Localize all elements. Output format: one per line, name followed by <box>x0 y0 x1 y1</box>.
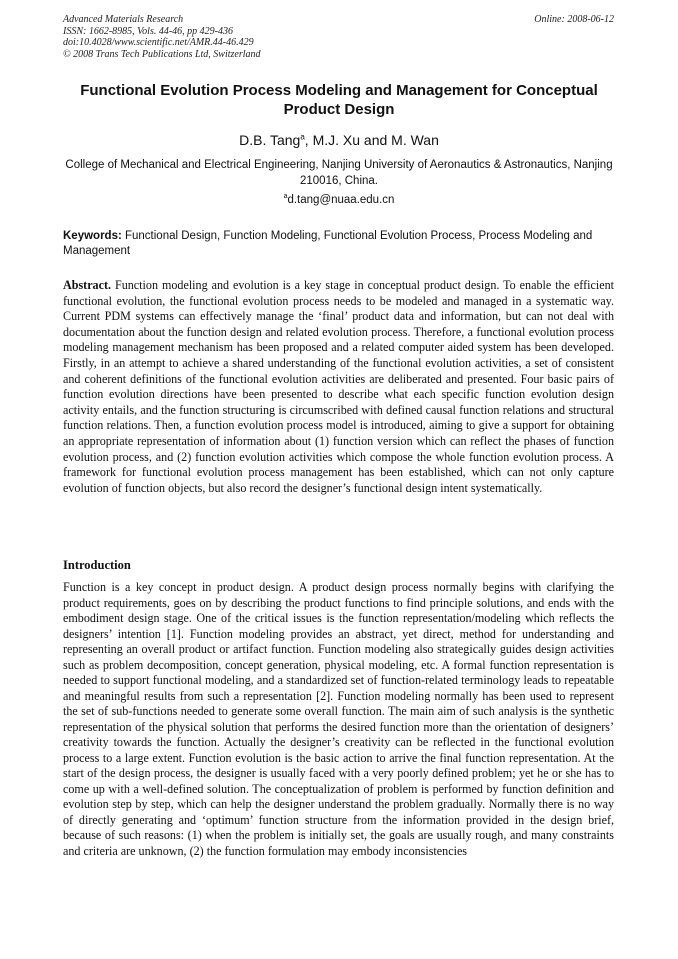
keywords-label: Keywords: <box>63 230 122 242</box>
section-heading-introduction: Introduction <box>63 558 131 572</box>
journal-doi: doi:10.4028/www.scientific.net/AMR.44-46.429 <box>63 37 254 48</box>
keywords <box>63 229 614 259</box>
email-address[interactable]: d.tang@nuaa.edu.cn <box>287 194 395 206</box>
journal-issn: ISSN: 1662-8985, Vols. 44-46, pp 429-436 <box>63 25 233 37</box>
keywords-text: Functional Design, Function Modeling, Functional Evolution Process, Process Modeling and Management <box>63 230 593 257</box>
journal-copyright: © 2008 Trans Tech Publications Ltd, Switzerland <box>63 48 261 60</box>
email-line <box>60 193 618 207</box>
author-affil-mark: a <box>300 132 305 142</box>
abstract-text: Function modeling and evolution is a key stage in conceptual product design. To enable the efficient functional evolution, the functional evolution process needs to be modeled and managed in a systematic way. Current PDM systems can effectively manage the ‘final’ product data and information, but can not deal with documentation about the function design and related evolution process. Therefore, a functional evolution process modeling management mechanism has been proposed and a related computer aided system has been developed. Firstly, in an attempt to achieve a shared understanding of the functional evolution activities, a set of consistent and coherent definitions of the functional evolution activities are deliberated and presented. Four basic pairs of function evolution directions have been presented to describe what each specific function evolution design activity entails, and the function structuring is circumscribed with defined causal function relations and structural function relations. Then, a function evolution process model is introduced, aiming to give a support for obtaining an appropriate representation of information about (1) function version which can reflect the phases of function evolution process, and (2) function evolution activities which compose the whole function evolution process. A framework for functional evolution process management has been established, which can not only capture evolution of function objects, but also record the designer’s functional design intent systematically. <box>63 278 614 495</box>
online-date: Online: 2008-06-12 <box>534 14 614 25</box>
paper-title: Functional Evolution Process Modeling and Management for Conceptual Product Design <box>80 82 598 118</box>
introduction-paragraph: Function is a key concept in product design. A product design process normally begins with clarifying the product requirements, goes on by describing the product functions to find principle solutions, and ends with the embodiment design stage. One of the critical issues is the function representation/modeling which reflects the designers’ intention [1]. Function modeling provides an abstract, yet direct, method for understanding and representing an overall product or artifact function. Function modeling also strategically guides design activities such as problem decomposition, concept generation, physical modeling, etc. A formal function representation is needed to support functional modeling, and a standardized set of function-related terminology leads to repeatable and meaningful results from such a representation [2]. Function modeling normally has been used to represent the set of sub-functions needed to generate some overall function. The main aim of such analysis is the synthetic representation of the physical solution that performs the desired function more than the orientation of designers’ creativity towards the function. Actually the designer’s creativity can be reflected in the functional evolution process to a large extent. Function evolution is the basic action to arrive the final function representation. At the start of the design process, the designer is usually faced with a very poorly defined problem; yet he or she has to come up with a well-defined solution. The conceptualization of problem is performed by function definition and evolution step by step, which can help the designer understand the problem gradually. Normally there is no way of directly generating and ‘optimum’ function structure from the information provided in the design brief, because of such reasons: (1) when the problem is initially set, the goals are usually rough, and many constraints and criteria are unknown, (2) the function formulation may embody inconsistencies <box>63 580 614 858</box>
journal-header <box>63 14 261 60</box>
author-line <box>60 132 618 149</box>
author-first: D.B. Tang <box>239 132 301 148</box>
author-rest: , M.J. Xu and M. Wan <box>304 132 439 148</box>
abstract-label: Abstract. <box>63 278 112 292</box>
abstract <box>63 278 614 496</box>
journal-name: Advanced Materials Research <box>63 14 184 25</box>
affiliation: College of Mechanical and Electrical Engineering, Nanjing University of Aeronautics & Astronautics, Nanjing 210016, China. <box>65 159 613 187</box>
email-affil-mark: a <box>283 193 288 201</box>
